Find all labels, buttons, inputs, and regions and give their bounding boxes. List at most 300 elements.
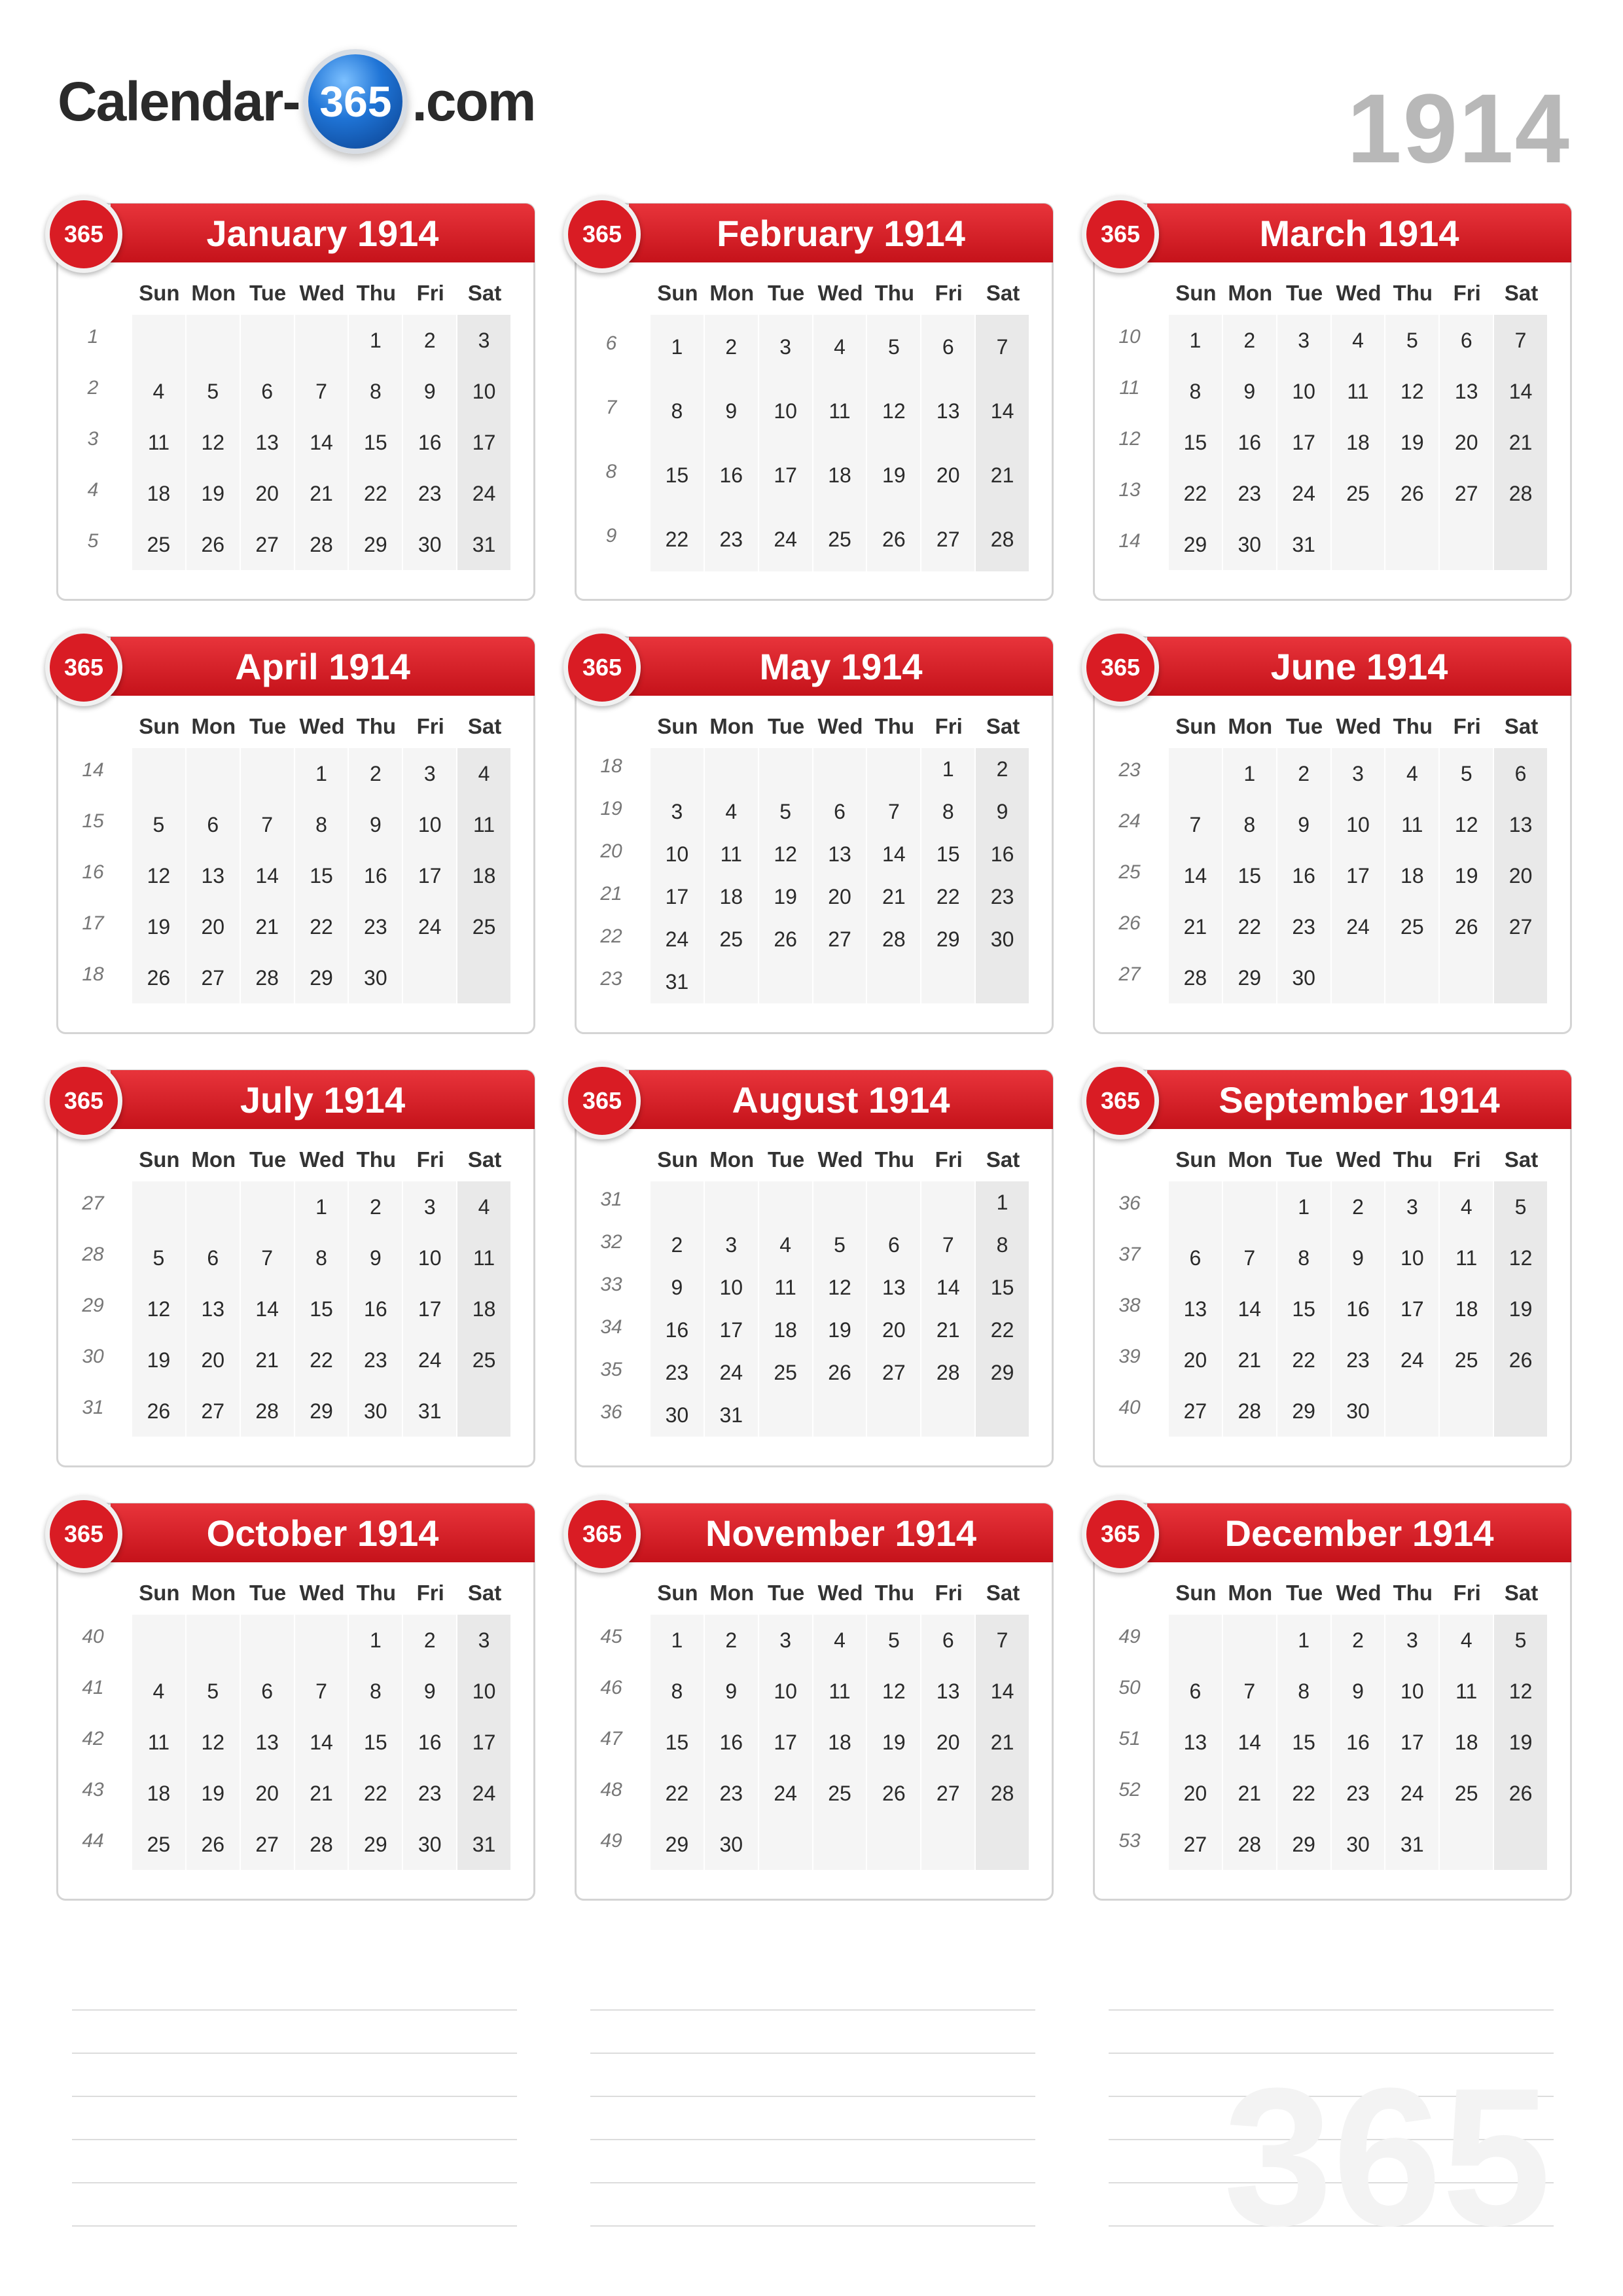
weekday-label: Sat	[1504, 1147, 1539, 1172]
day-cell: 27	[1169, 1386, 1223, 1438]
weekday-label: Thu	[874, 281, 915, 305]
day-cell: 25	[1385, 901, 1440, 954]
week-number: 43	[82, 1779, 104, 1801]
day-cell: 30	[349, 1386, 403, 1438]
day-cell: 30	[1223, 519, 1277, 571]
day-cell: 11	[1440, 1666, 1494, 1718]
day-cell: 20	[241, 468, 295, 520]
day-cell: 4	[1440, 1615, 1494, 1667]
week-number: 18	[600, 755, 622, 777]
weekday-label: Fri	[935, 1581, 963, 1605]
day-cell: 15	[349, 417, 403, 469]
day-cell: 8	[651, 379, 705, 444]
week-number: 8	[605, 461, 617, 482]
week-number: 10	[1118, 326, 1141, 348]
day-cell: 3	[457, 315, 512, 367]
day-cell: 6	[1440, 315, 1494, 367]
day-cell: 21	[1223, 1335, 1277, 1387]
week-row	[600, 1717, 1030, 1768]
day-cell	[295, 1615, 349, 1667]
day-cell: 1	[1277, 1181, 1332, 1234]
day-cell: 21	[241, 901, 295, 954]
week-number: 6	[605, 332, 617, 354]
day-cell: 22	[1277, 1768, 1332, 1820]
week-row	[1118, 1181, 1548, 1232]
day-cell: 7	[976, 1615, 1030, 1667]
month-title: June 1914	[1147, 637, 1571, 696]
weekday-label: Mon	[709, 1147, 755, 1172]
week-row	[600, 1768, 1030, 1819]
day-cell: 1	[295, 748, 349, 800]
day-cell	[976, 961, 1030, 1005]
week-row	[600, 918, 1030, 961]
day-cell: 13	[921, 379, 976, 444]
day-cell: 14	[1223, 1717, 1277, 1769]
day-cell: 29	[349, 519, 403, 571]
weekday-label: Sat	[1504, 714, 1539, 738]
day-cell: 23	[403, 468, 457, 520]
weeks-grid	[605, 315, 1030, 571]
weeks-grid	[87, 315, 512, 570]
note-line	[590, 2009, 1035, 2011]
day-cell: 24	[651, 918, 705, 962]
day-cell: 9	[1277, 799, 1332, 852]
day-cell	[759, 961, 813, 1005]
day-cell: 7	[1169, 799, 1223, 852]
day-cell	[1223, 1615, 1277, 1667]
day-cell	[457, 1386, 512, 1438]
day-cell: 29	[349, 1819, 403, 1871]
day-cell: 19	[1385, 417, 1440, 469]
month-card	[1093, 203, 1572, 601]
week-row	[87, 366, 512, 417]
day-cell: 16	[349, 850, 403, 903]
day-cell: 15	[349, 1717, 403, 1769]
day-cell: 28	[241, 952, 295, 1005]
day-cell: 9	[976, 791, 1030, 834]
day-cell: 18	[132, 1768, 187, 1820]
week-row	[1118, 952, 1548, 1003]
day-cell: 28	[976, 507, 1030, 573]
day-cell: 8	[1169, 366, 1223, 418]
badge-365-icon: 365	[45, 629, 122, 706]
weekday-label: Wed	[299, 1147, 345, 1172]
day-cell: 11	[1440, 1232, 1494, 1285]
badge-365-icon: 365	[1082, 196, 1159, 273]
day-cell: 12	[187, 417, 241, 469]
day-cell: 19	[867, 443, 921, 509]
day-cell: 21	[921, 1309, 976, 1353]
day-cell: 9	[1332, 1666, 1386, 1718]
day-cell: 1	[1223, 748, 1277, 800]
weekday-label: Fri	[935, 1147, 963, 1172]
week-number: 21	[600, 883, 622, 905]
day-cell: 22	[349, 1768, 403, 1820]
day-cell: 10	[1385, 1232, 1440, 1285]
day-cell: 6	[921, 1615, 976, 1667]
weekday-label: Sat	[986, 714, 1020, 738]
weekday-header-row	[1169, 1143, 1548, 1176]
day-cell: 20	[921, 1717, 976, 1769]
day-cell	[651, 1181, 705, 1225]
day-cell	[457, 952, 512, 1005]
weekday-label: Sat	[467, 281, 502, 305]
day-cell: 14	[241, 1283, 295, 1336]
month-card	[1093, 1069, 1572, 1467]
weeks-grid	[600, 1181, 1030, 1437]
note-line	[72, 2139, 517, 2140]
weekday-label: Fri	[935, 281, 963, 305]
weekday-label: Mon	[191, 1581, 236, 1605]
day-cell: 16	[705, 1717, 759, 1769]
day-cell	[705, 961, 759, 1005]
day-cell: 16	[976, 833, 1030, 877]
weekday-label: Fri	[416, 714, 444, 738]
week-row	[1118, 468, 1548, 519]
week-number: 41	[82, 1677, 104, 1698]
day-cell: 2	[1277, 748, 1332, 800]
day-cell: 29	[1277, 1386, 1332, 1438]
weekday-label: Wed	[299, 714, 345, 738]
day-cell: 4	[705, 791, 759, 834]
note-line	[590, 2096, 1035, 2097]
weekday-header-row	[651, 277, 1030, 310]
weekday-label: Mon	[1228, 281, 1273, 305]
day-cell: 14	[867, 833, 921, 877]
week-row	[82, 1181, 512, 1232]
day-cell: 9	[651, 1266, 705, 1310]
day-cell: 26	[759, 918, 813, 962]
day-cell	[867, 748, 921, 792]
day-cell: 4	[1332, 315, 1386, 367]
week-number: 22	[600, 925, 622, 947]
day-cell: 11	[132, 1717, 187, 1769]
day-cell: 14	[921, 1266, 976, 1310]
day-cell: 7	[295, 366, 349, 418]
week-row	[600, 1224, 1030, 1266]
weekday-label: Thu	[1393, 281, 1433, 305]
weekday-label: Sat	[1504, 1581, 1539, 1605]
day-cell: 30	[1332, 1386, 1386, 1438]
week-number: 12	[1118, 428, 1141, 450]
week-row	[600, 1666, 1030, 1717]
note-line	[72, 2225, 517, 2227]
week-row	[600, 1266, 1030, 1309]
day-cell: 27	[921, 1768, 976, 1820]
weekday-label: Fri	[416, 1147, 444, 1172]
day-cell	[241, 1615, 295, 1667]
week-row	[1118, 748, 1548, 799]
note-line	[72, 2053, 517, 2054]
day-cell: 19	[187, 468, 241, 520]
note-line	[590, 2139, 1035, 2140]
logo-right-text: .com	[412, 70, 535, 132]
day-cell: 24	[759, 1768, 813, 1820]
day-cell: 22	[651, 507, 705, 573]
month-card	[575, 1503, 1054, 1901]
day-cell: 5	[187, 1666, 241, 1718]
day-cell	[1494, 1819, 1548, 1871]
day-cell: 28	[295, 1819, 349, 1871]
week-row	[1118, 417, 1548, 468]
day-cell	[241, 748, 295, 800]
day-cell: 22	[976, 1309, 1030, 1353]
day-cell: 30	[403, 519, 457, 571]
day-cell: 26	[1494, 1335, 1548, 1387]
weekday-label: Wed	[1336, 1581, 1382, 1605]
weekday-label: Tue	[1286, 1147, 1323, 1172]
day-cell: 17	[1385, 1283, 1440, 1336]
day-cell: 2	[1332, 1181, 1386, 1234]
day-cell: 25	[759, 1352, 813, 1395]
weekday-label: Sun	[1175, 1581, 1217, 1605]
day-cell: 27	[241, 1819, 295, 1871]
weekday-label: Thu	[1393, 714, 1433, 738]
day-cell	[1385, 1386, 1440, 1438]
day-cell: 6	[241, 1666, 295, 1718]
day-cell: 14	[976, 1666, 1030, 1718]
week-number: 15	[82, 810, 104, 832]
day-cell: 24	[1277, 468, 1332, 520]
day-cell: 12	[187, 1717, 241, 1769]
day-cell: 12	[1494, 1232, 1548, 1285]
watermark-365: 365	[1223, 2047, 1551, 2267]
day-cell: 23	[1332, 1335, 1386, 1387]
day-cell: 17	[403, 1283, 457, 1336]
weekday-label: Thu	[356, 1147, 397, 1172]
day-cell: 12	[759, 833, 813, 877]
weeks-grid	[82, 1615, 512, 1870]
weekday-label: Sat	[1504, 281, 1539, 305]
day-cell: 12	[1494, 1666, 1548, 1718]
week-number: 24	[1118, 810, 1141, 832]
day-cell: 11	[813, 379, 868, 444]
day-cell	[132, 315, 187, 367]
day-cell: 9	[349, 1232, 403, 1285]
day-cell: 25	[1440, 1768, 1494, 1820]
day-cell: 24	[759, 507, 813, 573]
day-cell	[813, 1819, 868, 1871]
weekday-label: Fri	[416, 281, 444, 305]
day-cell: 29	[1169, 519, 1223, 571]
day-cell: 6	[921, 315, 976, 380]
day-cell: 26	[132, 1386, 187, 1438]
day-cell: 26	[813, 1352, 868, 1395]
day-cell	[1223, 1181, 1277, 1234]
day-cell	[403, 952, 457, 1005]
logo-left-text: Calendar-	[58, 70, 300, 132]
weekday-label: Fri	[416, 1581, 444, 1605]
day-cell	[1169, 1181, 1223, 1234]
note-line	[590, 2053, 1035, 2054]
day-cell: 25	[705, 918, 759, 962]
day-cell	[705, 1181, 759, 1225]
day-cell: 15	[651, 443, 705, 509]
weekday-header-row	[132, 1143, 512, 1176]
day-cell: 21	[295, 468, 349, 520]
week-number: 23	[600, 968, 622, 990]
week-row	[82, 1335, 512, 1386]
day-cell: 16	[1223, 417, 1277, 469]
weekday-label: Sat	[467, 1581, 502, 1605]
day-cell: 29	[295, 1386, 349, 1438]
week-number: 25	[1118, 861, 1141, 883]
day-cell	[1440, 519, 1494, 571]
weekday-label: Mon	[709, 714, 755, 738]
day-cell: 20	[187, 1335, 241, 1387]
week-number: 27	[82, 1193, 104, 1214]
day-cell: 3	[403, 748, 457, 800]
weekday-label: Sat	[986, 1147, 1020, 1172]
day-cell: 8	[349, 1666, 403, 1718]
day-cell	[132, 1615, 187, 1667]
week-number: 7	[605, 397, 617, 418]
day-cell	[651, 748, 705, 792]
month-title: April 1914	[111, 637, 535, 696]
day-cell: 22	[295, 901, 349, 954]
day-cell	[921, 1394, 976, 1438]
weekday-label: Mon	[191, 1147, 236, 1172]
badge-365-icon: 365	[563, 1062, 641, 1139]
day-cell: 28	[295, 519, 349, 571]
notes-column-2	[590, 2009, 1035, 2269]
day-cell: 21	[1223, 1768, 1277, 1820]
day-cell: 25	[132, 1819, 187, 1871]
day-cell: 17	[457, 1717, 512, 1769]
weekday-label: Sun	[657, 1581, 698, 1605]
week-number: 3	[87, 428, 99, 450]
day-cell: 14	[295, 417, 349, 469]
day-cell: 8	[976, 1224, 1030, 1268]
day-cell: 2	[1332, 1615, 1386, 1667]
day-cell: 3	[1332, 748, 1386, 800]
day-cell: 13	[813, 833, 868, 877]
week-number: 19	[600, 798, 622, 819]
day-cell: 19	[1494, 1717, 1548, 1769]
week-row	[600, 1309, 1030, 1352]
day-cell: 13	[1440, 366, 1494, 418]
day-cell: 10	[1385, 1666, 1440, 1718]
weekday-label: Thu	[874, 1581, 915, 1605]
day-cell: 5	[867, 1615, 921, 1667]
day-cell: 9	[403, 1666, 457, 1718]
day-cell: 13	[921, 1666, 976, 1718]
month-title: December 1914	[1147, 1503, 1571, 1562]
day-cell: 20	[813, 876, 868, 920]
badge-365-icon: 365	[1082, 1496, 1159, 1573]
day-cell: 4	[813, 1615, 868, 1667]
weekday-label: Mon	[709, 281, 755, 305]
weekday-label: Mon	[709, 1581, 755, 1605]
day-cell: 7	[921, 1224, 976, 1268]
day-cell	[921, 1181, 976, 1225]
day-cell: 12	[867, 379, 921, 444]
weekday-label: Wed	[817, 281, 863, 305]
day-cell: 17	[759, 1717, 813, 1769]
day-cell: 15	[1169, 417, 1223, 469]
site-logo[interactable]	[58, 46, 535, 157]
day-cell: 11	[457, 799, 512, 852]
week-row	[82, 1717, 512, 1768]
day-cell: 29	[921, 918, 976, 962]
day-cell: 10	[457, 1666, 512, 1718]
week-row	[600, 791, 1030, 833]
week-row	[605, 315, 1030, 379]
day-cell: 24	[1332, 901, 1386, 954]
day-cell: 13	[1169, 1717, 1223, 1769]
weekday-header-row	[651, 1577, 1030, 1609]
badge-365-icon: 365	[563, 629, 641, 706]
weekday-label: Sun	[1175, 1147, 1217, 1172]
day-cell: 1	[921, 748, 976, 792]
day-cell: 28	[1494, 468, 1548, 520]
day-cell: 20	[1494, 850, 1548, 903]
day-cell: 13	[867, 1266, 921, 1310]
day-cell	[132, 748, 187, 800]
week-row	[600, 1819, 1030, 1870]
day-cell: 29	[976, 1352, 1030, 1395]
weekday-label: Tue	[1286, 1581, 1323, 1605]
week-row	[82, 1232, 512, 1283]
week-row	[600, 961, 1030, 1003]
weekday-label: Sun	[1175, 714, 1217, 738]
day-cell: 21	[1169, 901, 1223, 954]
note-line	[72, 2009, 517, 2011]
weekday-label: Sat	[986, 281, 1020, 305]
weekday-label: Sun	[139, 1581, 180, 1605]
week-number: 14	[82, 759, 104, 781]
day-cell: 27	[921, 507, 976, 573]
day-cell: 30	[705, 1819, 759, 1871]
week-row	[1118, 1335, 1548, 1386]
day-cell: 23	[349, 1335, 403, 1387]
week-number: 30	[82, 1346, 104, 1367]
day-cell: 2	[705, 1615, 759, 1667]
day-cell: 18	[813, 1717, 868, 1769]
day-cell: 11	[759, 1266, 813, 1310]
month-title: November 1914	[629, 1503, 1053, 1562]
day-cell: 22	[651, 1768, 705, 1820]
day-cell: 16	[705, 443, 759, 509]
weekday-label: Thu	[1393, 1581, 1433, 1605]
badge-365-icon: 365	[45, 196, 122, 273]
weekday-label: Fri	[1453, 281, 1481, 305]
weekday-header-row	[132, 277, 512, 310]
day-cell: 30	[976, 918, 1030, 962]
day-cell: 7	[976, 315, 1030, 380]
week-row	[87, 417, 512, 468]
week-number: 50	[1118, 1677, 1141, 1698]
week-row	[1118, 1717, 1548, 1768]
day-cell: 7	[241, 799, 295, 852]
badge-365-icon: 365	[45, 1062, 122, 1139]
week-row	[1118, 1232, 1548, 1283]
day-cell: 10	[403, 1232, 457, 1285]
day-cell	[187, 315, 241, 367]
day-cell: 19	[1494, 1283, 1548, 1336]
day-cell	[813, 1181, 868, 1225]
month-card	[575, 203, 1054, 601]
day-cell: 28	[976, 1768, 1030, 1820]
day-cell	[1385, 519, 1440, 571]
day-cell: 30	[1332, 1819, 1386, 1871]
month-card	[56, 203, 535, 601]
weekday-label: Thu	[874, 1147, 915, 1172]
week-row	[600, 1352, 1030, 1394]
day-cell: 26	[187, 1819, 241, 1871]
week-row	[82, 799, 512, 850]
day-cell: 9	[705, 1666, 759, 1718]
